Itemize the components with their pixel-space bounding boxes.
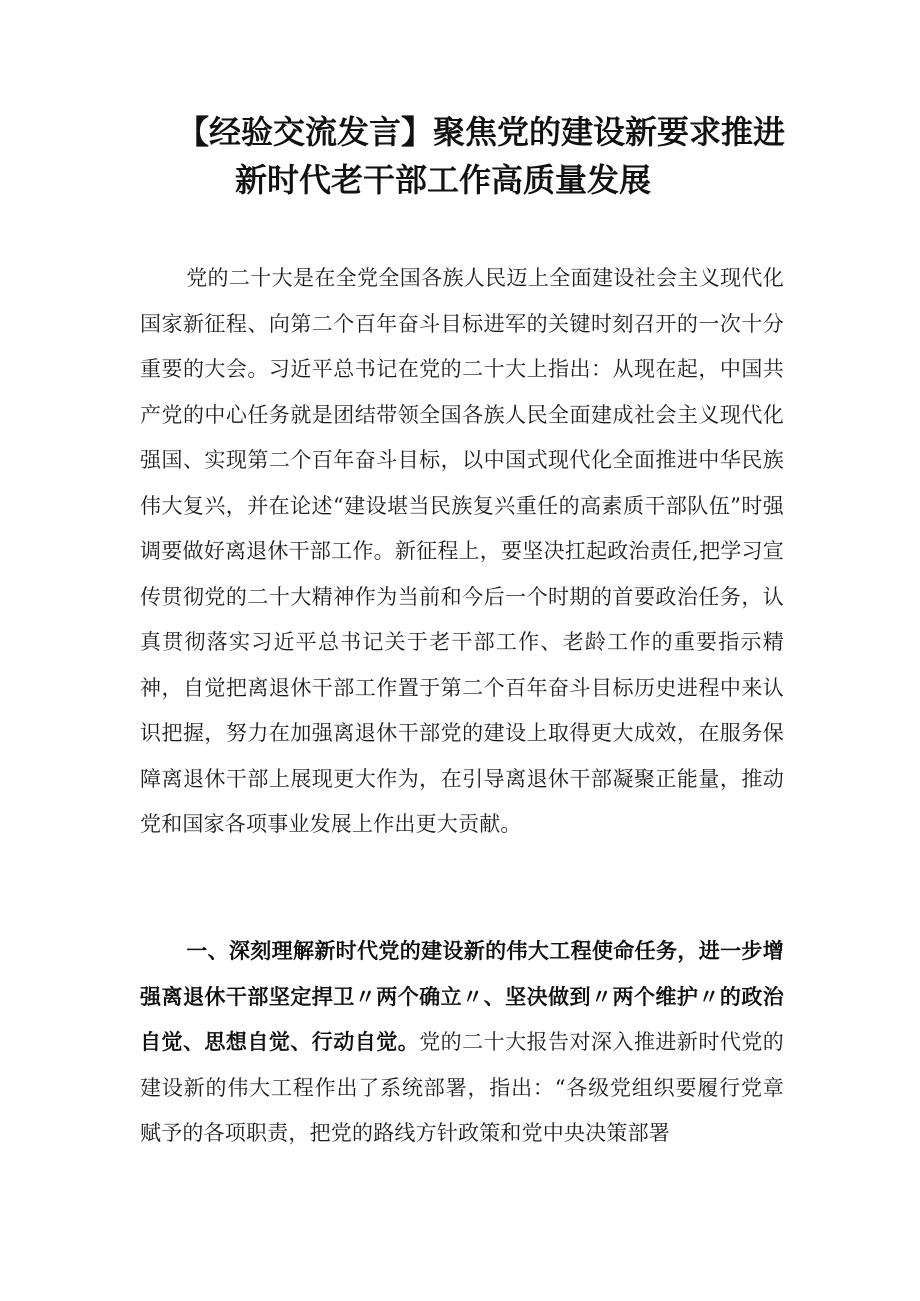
document-title [140,108,800,204]
paragraph-intro: 党的二十大是在全党全国各族人民迈上全面建设社会主义现代化国家新征程、向第二个百年奋斗目标进军的关键时刻召开的一次十分重要的大会。习近平总书记在党的二十大上指出：从现在起，中国共产党的中心任务就是团结带领全国各族人民全面建成社会主义现代化强国、实现第二个百年奋斗目标，以中国式现代化全面推进中华民族伟大复兴，并在论述“建设堪当民族复兴重任的高素质干部队伍”时强调要做好离退休干部工作。新征程上，要坚决扛起政治责任,把学习宣传贯彻党的二十大精神作为当前和今后一个时期的首要政治任务，认真贯彻落实习近平总书记关于老干部工作、老龄工作的重要指示精神，自觉把离退休干部工作置于第二个百年奋斗目标历史进程中来认识把握，努力在加强离退休干部党的建设上取得更大成效，在服务保障离退休干部上展现更大作为，在引导离退休干部凝聚正能量，推动党和国家各项事业发展上作出更大贡献。 [140,266,784,836]
title-line-1: 【经验交流发言】聚焦党的建设新要求推进 [176,113,785,151]
paragraph-section-1 [140,929,784,1157]
section-1-heading: 一、深刻理解新时代党的建设新的伟大工程使命任务，进一步增强离退休干部坚定捍卫〃两个确立〃、坚决做到〃两个维护〃的政治自觉、思想自觉、行动自觉。 [140,939,784,1054]
title-line-2: 新时代老干部工作高质量发展 [235,161,652,199]
section-1-body: 党的二十大报告对深入推进新时代党的建设新的伟大工程作出了系统部署，指出：“各级党组织要履行党章赋予的各项职责，把党的路线方针政策和党中央决策部署 [140,1030,784,1145]
